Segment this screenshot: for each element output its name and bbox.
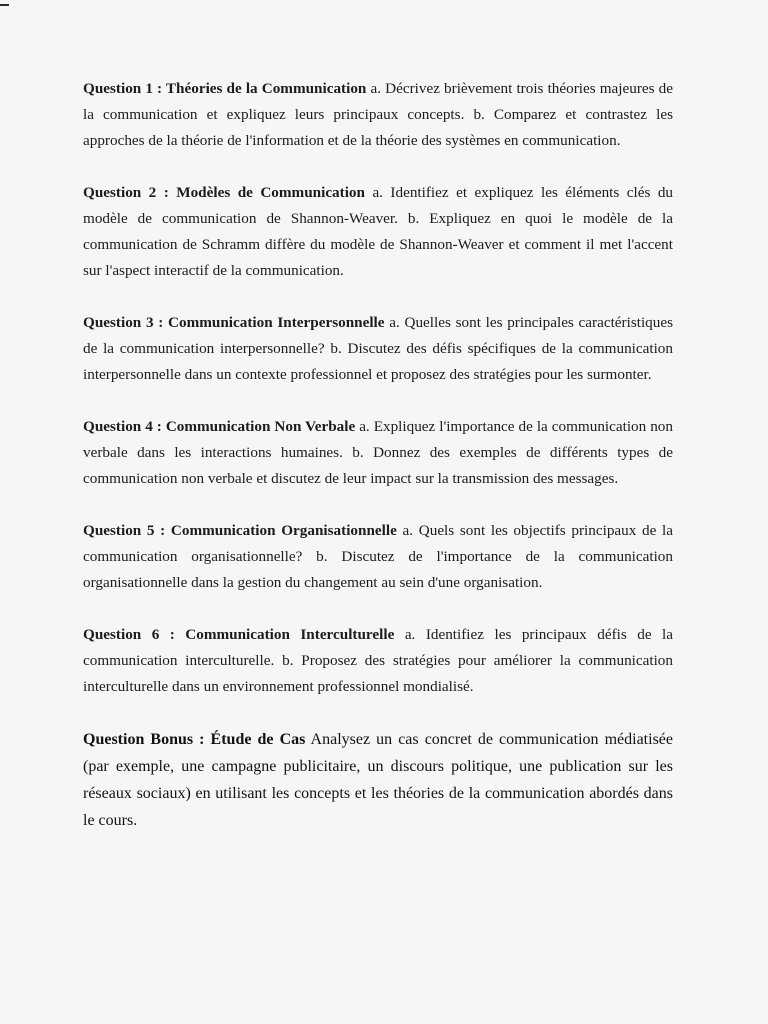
question-list <box>83 76 673 860</box>
question-2 <box>83 180 673 284</box>
question-5-title: Question 5 : Communication Organisationnelle <box>83 522 397 539</box>
question-bonus <box>83 726 673 834</box>
question-4-body: a. Expliquez l'importance de la communication non verbale dans les interactions humaines. b. Donnez des exemples de différents types de communication non verbale et discutez de leur impact sur la transmission des messages. <box>83 418 673 487</box>
question-1-body: a. Décrivez brièvement trois théories majeures de la communication et expliquez leurs principaux concepts. b. Comparez et contrastez les approches de la théorie de l'information et de la théorie des systèmes en communication. <box>83 80 674 149</box>
question-6 <box>83 622 673 700</box>
question-1 <box>83 76 673 154</box>
question-2-body: a. Identifiez et expliquez les éléments clés du modèle de communication de Shannon-Weaver. b. Expliquez en quoi le modèle de la communication de Schramm diffère du modèle de Shannon-Weaver et comment il met l'accent sur l'aspect interactif de la communication. <box>83 184 674 279</box>
question-3-title: Question 3 : Communication Interpersonnelle <box>83 314 385 331</box>
scan-edge-mark <box>0 4 9 6</box>
question-6-title: Question 6 : Communication Interculturelle <box>83 626 395 643</box>
question-3 <box>83 310 673 388</box>
question-4 <box>83 414 673 492</box>
question-1-title: Question 1 : Théories de la Communication <box>83 80 367 97</box>
question-6-body: a. Identifiez les principaux défis de la communication interculturelle. b. Proposez des stratégies pour améliorer la communication interculturelle dans un environnement professionnel mondialisé. <box>83 626 674 695</box>
question-bonus-title: Question Bonus : Étude de Cas <box>83 731 306 748</box>
question-5-body: a. Quels sont les objectifs principaux de la communication organisationnelle? b. Discutez de l'importance de la communication organisationnelle dans la gestion du changement au sein d'une organisation. <box>83 522 674 591</box>
question-bonus-body: Analysez un cas concret de communication médiatisée (par exemple, une campagne publicitaire, un discours politique, une publication sur les réseaux sociaux) en utilisant les concepts et les théories de la communication abordés dans le cours. <box>83 731 674 829</box>
question-5 <box>83 518 673 596</box>
question-3-body: a. Quelles sont les principales caractéristiques de la communication interpersonnelle? b. Discutez des défis spécifiques de la communication interpersonnelle dans un contexte professionnel et proposez des stratégies pour les surmonter. <box>83 314 674 383</box>
question-4-title: Question 4 : Communication Non Verbale <box>83 418 356 435</box>
question-2-title: Question 2 : Modèles de Communication <box>83 184 365 201</box>
